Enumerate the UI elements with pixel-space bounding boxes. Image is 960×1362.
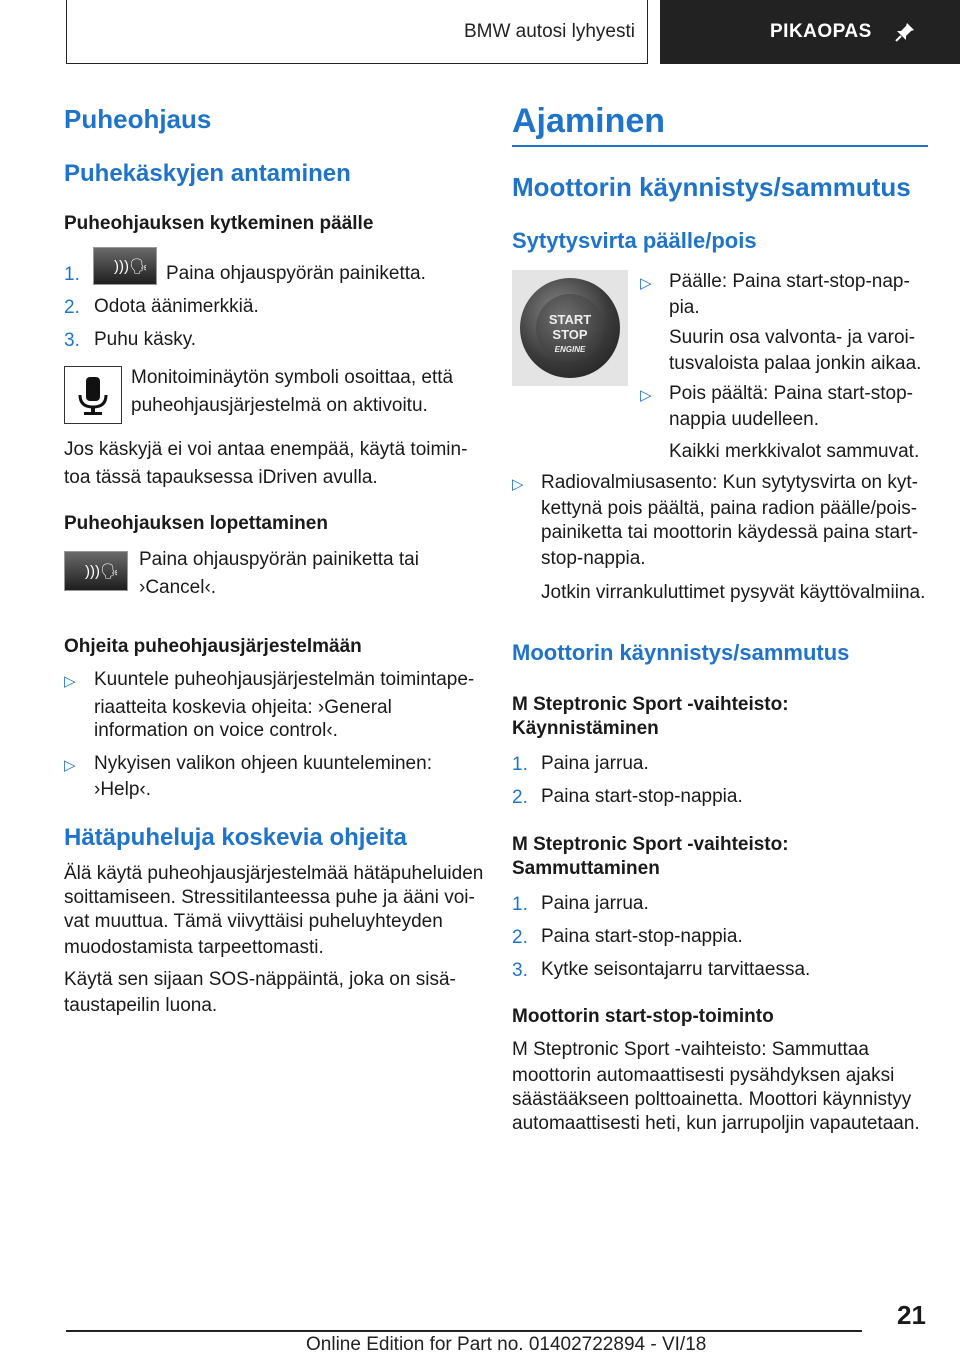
list-item: Päälle: Paina start-stop-nap‐ bbox=[669, 271, 910, 292]
emergency-title: Hätäpuheluja koskevia ohjeita bbox=[64, 824, 407, 851]
list-item: riaatteita koskevia ohjeita: ›General bbox=[94, 697, 392, 718]
section-header bbox=[66, 0, 648, 64]
paragraph: soittamiseen. Stressitilanteessa puhe ja ääni voi‐ bbox=[64, 887, 475, 908]
stop-label: STOP bbox=[552, 327, 588, 342]
voice-button-icon: )))🗣 bbox=[114, 258, 149, 275]
list-item: Nykyisen valikon ohjeen kuunteleminen: bbox=[94, 753, 432, 774]
chapter-rule bbox=[512, 145, 928, 147]
step-text: Puhu käsky. bbox=[94, 329, 197, 350]
step-text: Paina jarrua. bbox=[541, 753, 649, 774]
start-heading: Käynnistäminen bbox=[512, 718, 659, 739]
start-stop-button-image bbox=[512, 270, 628, 386]
footer-rule bbox=[66, 1330, 862, 1332]
voice-button-image bbox=[93, 247, 157, 285]
list-item: Pois päältä: Paina start-stop- bbox=[669, 383, 913, 404]
step-number: 3. bbox=[64, 330, 80, 351]
paragraph: säästääkseen polttoainetta. Moottori käynnistyy bbox=[512, 1089, 912, 1110]
engine-label: ENGINE bbox=[554, 345, 586, 354]
list-item: Radiovalmiusasento: Kun sytytysvirta on kyt‐ bbox=[541, 472, 918, 493]
page-title: Puheohjaus bbox=[64, 104, 212, 134]
chapter-title: Ajaminen bbox=[512, 102, 666, 140]
list-note: Suurin osa valvonta- ja varoi‐ bbox=[669, 327, 916, 348]
list-item: stop-nappia. bbox=[541, 548, 646, 569]
step-number: 3. bbox=[512, 960, 528, 981]
list-item: nappia uudelleen. bbox=[669, 409, 820, 430]
start-heading: M Steptronic Sport -vaihteisto: bbox=[512, 694, 789, 715]
monitor-note: Monitoiminäytön symboli osoittaa, että bbox=[131, 367, 454, 388]
chapter-tab[interactable] bbox=[660, 0, 960, 64]
start-label: START bbox=[548, 312, 592, 327]
step-text: Odota äänimerkkiä. bbox=[94, 296, 259, 317]
section-title: Moottorin käynnistys/sammutus bbox=[512, 172, 911, 202]
monitor-note: puheohjausjärjestelmä on aktivoitu. bbox=[131, 395, 428, 416]
step-number: 2. bbox=[64, 297, 80, 318]
step-text: Paina start-stop-nappia. bbox=[541, 786, 743, 807]
stop-heading: Puheohjauksen lopettaminen bbox=[64, 513, 328, 534]
stop-text: Paina ohjauspyörän painiketta tai bbox=[139, 549, 419, 570]
paragraph: muodostamista tarpeettomasti. bbox=[64, 937, 324, 958]
stop-heading: M Steptronic Sport -vaihteisto: bbox=[512, 834, 789, 855]
edition-text: Online Edition for Part no. 01402722894 - VI/18 bbox=[306, 1334, 707, 1355]
step-text: Paina ohjauspyörän painiketta. bbox=[166, 263, 426, 284]
help-heading: Ohjeita puheohjausjärjestelmään bbox=[64, 636, 362, 657]
chapter-tab-label: PIKAOPAS bbox=[770, 21, 872, 42]
paragraph: Käytä sen sijaan SOS-näppäintä, joka on sisä‐ bbox=[64, 969, 456, 990]
paragraph: toa tässä tapauksessa iDriven avulla. bbox=[64, 467, 378, 488]
list-item: Kuuntele puheohjausjärjestelmän toimintape‐ bbox=[94, 669, 475, 690]
triangle-bullet-icon: ▷ bbox=[512, 476, 524, 493]
pin-icon bbox=[894, 21, 916, 43]
list-item: painiketta tai moottorin käydessä paina start- bbox=[541, 522, 919, 543]
list-item: information on voice control‹. bbox=[94, 720, 338, 741]
step-number: 1. bbox=[512, 894, 528, 915]
section-title: Puhekäskyjen antaminen bbox=[64, 160, 351, 187]
list-note: Kaikki merkkivalot sammuvat. bbox=[669, 441, 920, 462]
step-text: Paina start-stop-nappia. bbox=[541, 926, 743, 947]
section-title: Moottorin käynnistys/sammutus bbox=[512, 640, 850, 665]
ignition-title: Sytytysvirta päälle/pois bbox=[512, 228, 757, 253]
step-text: Paina jarrua. bbox=[541, 893, 649, 914]
step-number: 2. bbox=[512, 927, 528, 948]
list-item: ›Help‹. bbox=[94, 779, 152, 800]
section-header-label: BMW autosi lyhyesti bbox=[463, 20, 635, 42]
step-number: 1. bbox=[64, 264, 80, 285]
list-item: pia. bbox=[669, 297, 700, 318]
step-number: 2. bbox=[512, 787, 528, 808]
paragraph: moottorin automaattisesti pysähdyksen ajaksi bbox=[512, 1065, 895, 1086]
triangle-bullet-icon: ▷ bbox=[64, 757, 76, 774]
step-text: Kytke seisontajarru tarvittaessa. bbox=[541, 959, 811, 980]
triangle-bullet-icon: ▷ bbox=[640, 387, 652, 404]
monitor-symbol-image bbox=[64, 366, 122, 424]
triangle-bullet-icon: ▷ bbox=[640, 275, 652, 292]
triangle-bullet-icon: ▷ bbox=[64, 673, 76, 690]
paragraph: M Steptronic Sport -vaihteisto: Sammuttaa bbox=[512, 1039, 869, 1060]
microphone-icon bbox=[65, 367, 121, 423]
stop-text: ›Cancel‹. bbox=[139, 577, 217, 598]
paragraph: taustapeilin luona. bbox=[64, 995, 218, 1016]
activate-heading: Puheohjauksen kytkeminen päälle bbox=[64, 213, 374, 234]
step-number: 1. bbox=[512, 754, 528, 775]
paragraph: Älä käytä puheohjausjärjestelmää hätäpuheluiden bbox=[64, 863, 484, 884]
footer-edition bbox=[306, 1334, 706, 1356]
list-note: Jotkin virrankuluttimet pysyvät käyttövalmiina. bbox=[541, 582, 926, 603]
list-item: kettynä pois päältä, paina radion päälle/pois- bbox=[541, 498, 918, 519]
stop-heading: Sammuttaminen bbox=[512, 858, 660, 879]
list-note: tusvaloista palaa jonkin aikaa. bbox=[669, 353, 922, 374]
paragraph: vat muuttua. Tämä viivyttäisi puheluyhteyden bbox=[64, 911, 443, 932]
voice-button-image bbox=[64, 551, 128, 591]
paragraph: automaattisesti heti, kun jarrupoljin vapautetaan. bbox=[512, 1113, 920, 1134]
auto-heading: Moottorin start-stop-toiminto bbox=[512, 1006, 774, 1027]
voice-button-icon: )))🗣 bbox=[85, 563, 120, 580]
paragraph: Jos käskyjä ei voi antaa enempää, käytä toimin‐ bbox=[64, 439, 468, 460]
page-number: 21 bbox=[897, 1300, 926, 1330]
